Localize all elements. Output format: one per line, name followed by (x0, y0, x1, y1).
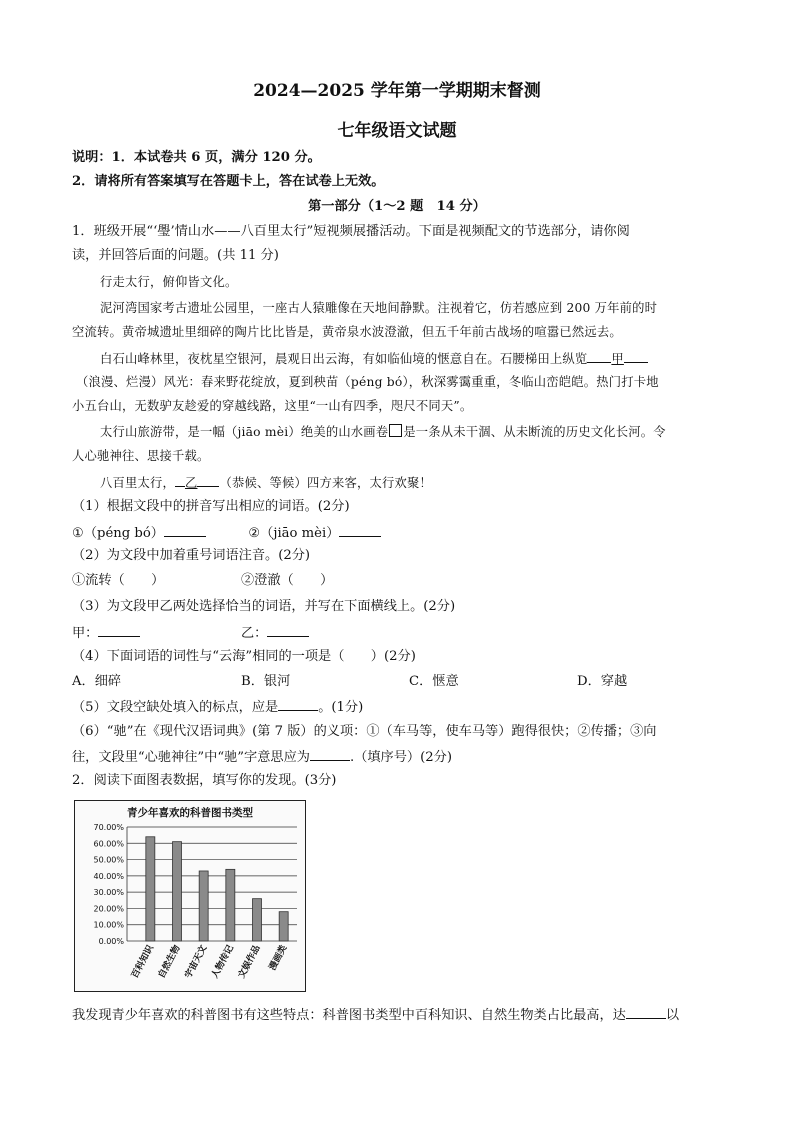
x-tick-label: 人物传记 (210, 943, 236, 981)
bar-文娱作品 (253, 899, 262, 941)
x-tick-label: 宇宙天文 (183, 943, 210, 981)
q1-intro-line-1: 1．班级开展“‘璺’情山水——八百里太行”短视频展播活动。下面是视频配文的节选部分，请你阅 (72, 224, 630, 239)
answer-blank-1b[interactable] (339, 522, 381, 537)
bar-漫画类 (279, 912, 288, 941)
q1-sub-4-option-d[interactable]: D．穿越 (577, 674, 628, 689)
q1-sub-5-pre: （5）文段空缺处填入的标点，应是 (72, 700, 279, 715)
q1-sub-1-answers (72, 522, 381, 544)
q1-sub-6b (72, 746, 452, 768)
section-title: 第一部分（1～2 题 14 分） (308, 199, 486, 214)
passage-para-2b: 空流转。黄帝城遗址里细碎的陶片比比皆是，黄帝泉水波澄澈，但五千年前古战场的喧嚣已然远去。 (72, 325, 622, 339)
chart-title: 青少年喜欢的科普图书类型 (127, 807, 253, 819)
bar-人物传记 (226, 869, 235, 941)
y-tick-label: 60.00% (93, 839, 124, 849)
chart-frame (74, 800, 306, 992)
y-tick-label: 10.00% (93, 920, 124, 930)
answer-blank-1a[interactable] (164, 522, 206, 537)
q1-sub-5-post: 。(1分) (318, 700, 364, 715)
punctuation-box (389, 424, 402, 437)
y-tick-label: 50.00% (93, 855, 124, 865)
passage-para-3c: 小五台山，无数驴友趁爱的穿越线路，这里“一山有四季，咫尺不同天”。 (72, 399, 473, 413)
y-tick-label: 40.00% (93, 871, 124, 881)
q1-sub-3b-label: 乙： (241, 626, 268, 641)
blank-yi-tail (197, 472, 219, 487)
passage-para-5 (100, 472, 432, 493)
q1-sub-4: （4）下面词语的词性与“云海”相同的一项是（ ）(2分) (72, 649, 416, 664)
q1-sub-6b-post: .（填序号）(2分) (349, 750, 452, 765)
blank-jia-mark: 甲 (611, 352, 624, 366)
blank-yi-lead (175, 472, 185, 487)
answer-blank-6[interactable] (310, 746, 350, 761)
passage-para-3b: （浪漫、烂漫）风光：春来野花绽放，夏到秧苗（péng bó），秋深雾霭重重，冬临山峦皑皑。热门打卡地 (76, 375, 659, 389)
q1-sub-4-option-a[interactable]: A．细碎 (72, 674, 122, 689)
passage-para-5-pre: 八百里太行， (100, 476, 175, 490)
exam-title: 2024—2025 学年第一学期期末督测 (253, 81, 541, 101)
x-tick-label: 自然生物 (156, 943, 183, 981)
q1-sub-4-option-c[interactable]: C．惬意 (409, 674, 459, 689)
answer-blank-5[interactable] (278, 696, 318, 711)
q2-answer-line (72, 1004, 679, 1026)
q1-sub-3b (241, 622, 309, 644)
q1-sub-2b: ②澄澈（ ） (241, 573, 334, 588)
q1-sub-1b-label: ②（jiāo mèi） (248, 526, 340, 541)
y-tick-label: 20.00% (93, 904, 124, 914)
note-line-2: 2．请将所有答案填写在答题卡上，答在试卷上无效。 (72, 174, 385, 189)
passage-para-4a-text: 太行山旅游带，是一幅（jiāo mèi）绝美的山水画卷 (100, 425, 389, 439)
x-tick-label: 百科知识 (130, 943, 156, 981)
q1-sub-1a-label: ①（péng bó） (72, 526, 164, 541)
passage-para-3a-text: 白石山峰林里，夜枕星空银河，晨观日出云海，有如临仙境的惬意自在。石腰梯田上纵览 (100, 352, 588, 366)
blank-jia-tail (624, 348, 648, 363)
bar-自然生物 (173, 842, 182, 941)
passage-para-4a-rest: 是一条从未干涸、从未断流的历史文化长河。令 (403, 425, 666, 439)
q1-sub-2: （2）为文段中加着重号词语注音。(2分) (72, 548, 311, 563)
passage-para-3a (100, 348, 648, 369)
bar-百科知识 (146, 837, 155, 941)
q2-intro: 2．阅读下面图表数据，填写你的发现。(3分) (72, 773, 337, 788)
bar-宇宙天文 (199, 871, 208, 941)
passage-para-2a: 泥河湾国家考古遗址公园里，一座古人猿雕像在天地间静默。注视着它，仿若感应到 200 万年前的时 (100, 301, 658, 315)
q1-sub-1: （1）根据文段中的拼音写出相应的词语。(2分) (72, 499, 350, 514)
q1-sub-4-option-b[interactable]: B．银河 (241, 674, 291, 689)
bar-chart (75, 801, 305, 991)
blank-yi-mark: 乙 (184, 476, 198, 490)
q2-answer-post: 以 (665, 1008, 680, 1023)
x-tick-label: 文娱作品 (236, 943, 263, 981)
q1-sub-3: （3）为文段甲乙两处选择恰当的词语，并写在下面横线上。(2分) (72, 599, 456, 614)
q1-sub-6a: （6）“驰”在《现代汉语词典》(第 7 版）的义项：①（车马等，使车马等）跑得很快；②传播；③向 (72, 724, 657, 739)
q1-sub-2a: ①流转（ ） (72, 573, 165, 588)
y-tick-label: 0.00% (98, 937, 124, 946)
answer-blank-jia[interactable] (98, 622, 140, 637)
note-line-1: 说明：1．本试卷共 6 页，满分 120 分。 (72, 150, 321, 165)
q1-sub-3a-label: 甲： (72, 626, 99, 641)
x-tick-label: 漫画类 (267, 943, 290, 973)
passage-para-1: 行走太行，俯仰皆文化。 (100, 275, 238, 289)
y-tick-label: 70.00% (93, 823, 124, 832)
y-tick-label: 30.00% (93, 888, 124, 898)
blank-jia-lead (587, 348, 611, 363)
answer-blank-yi[interactable] (267, 622, 309, 637)
q1-sub-3a (72, 622, 140, 644)
passage-para-5-post: （恭候、等候）四方来客，太行欢聚！ (219, 476, 432, 490)
answer-blank-q2[interactable] (626, 1004, 666, 1019)
q1-sub-6b-pre: 往，文段里“心驰神往”中“驰”字意思应为 (72, 750, 310, 765)
exam-subtitle: 七年级语文试题 (337, 121, 457, 141)
q1-sub-5 (72, 696, 363, 718)
q1-intro-line-2: 读，并回答后面的问题。(共 11 分) (72, 248, 279, 263)
q2-answer-pre: 我发现青少年喜欢的科普图书有这些特点：科普图书类型中百科知识、自然生物类占比最高，达 (72, 1008, 626, 1023)
passage-para-4b: 人心驰神往、思接千载。 (72, 449, 210, 463)
passage-para-4a (100, 422, 666, 442)
